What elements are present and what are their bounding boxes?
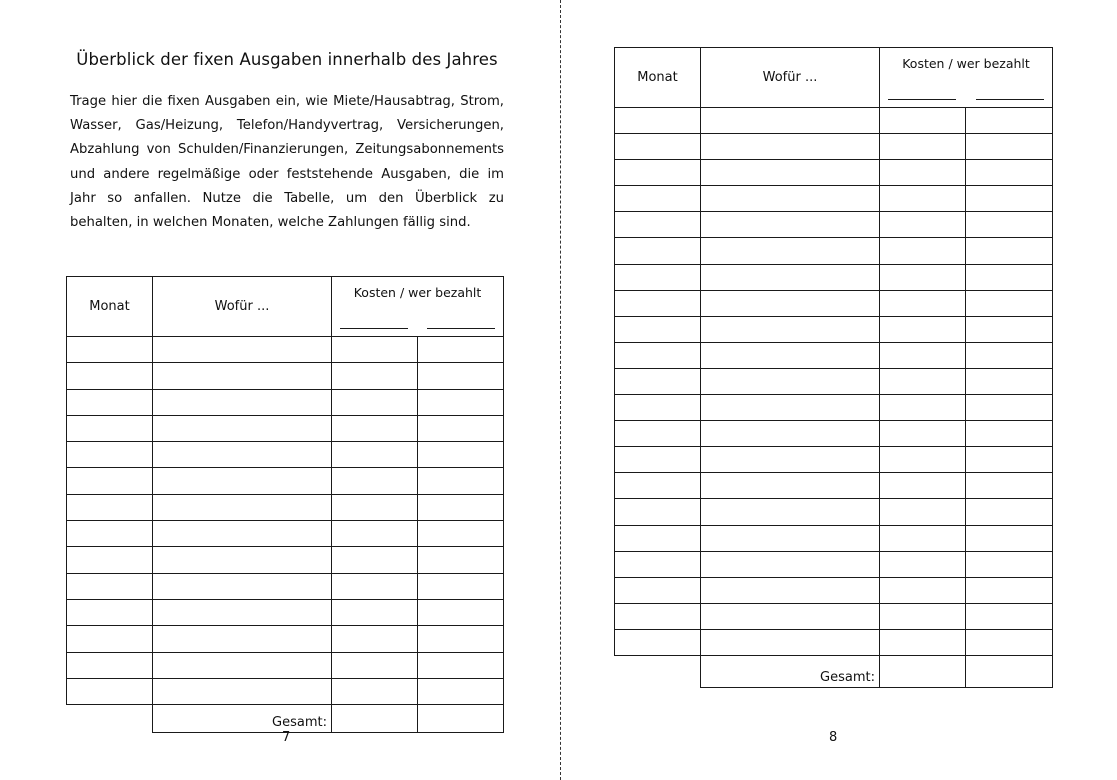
cost-cell[interactable] — [332, 678, 418, 704]
payer-cell[interactable] — [418, 626, 504, 652]
total-row — [615, 655, 1053, 687]
purpose-cell[interactable] — [153, 494, 332, 520]
table-row — [67, 547, 504, 573]
month-cell[interactable] — [615, 160, 701, 186]
payer-cell[interactable] — [418, 468, 504, 494]
total-label: Gesamt: — [701, 655, 880, 687]
purpose-cell[interactable] — [153, 389, 332, 415]
payer-cell[interactable] — [966, 108, 1053, 134]
purpose-cell[interactable] — [153, 442, 332, 468]
cost-underline — [888, 99, 956, 100]
table-row — [615, 395, 1053, 421]
month-cell[interactable] — [615, 238, 701, 264]
purpose-cell[interactable] — [701, 473, 880, 499]
table-row — [615, 577, 1053, 603]
month-cell[interactable] — [67, 599, 153, 625]
payer-cell[interactable] — [966, 368, 1053, 394]
table-row — [67, 494, 504, 520]
page-number: 7 — [282, 730, 291, 745]
purpose-cell[interactable] — [153, 363, 332, 389]
cost-cell[interactable] — [880, 108, 966, 134]
payer-cell[interactable] — [418, 599, 504, 625]
purpose-cell[interactable] — [153, 547, 332, 573]
payer-cell[interactable] — [966, 551, 1053, 577]
purpose-cell[interactable] — [153, 573, 332, 599]
table-row — [615, 551, 1053, 577]
cost-cell[interactable] — [332, 389, 418, 415]
cost-underline — [340, 328, 408, 329]
payer-underline — [427, 328, 495, 329]
cost-cell[interactable] — [880, 160, 966, 186]
table-row — [615, 629, 1053, 655]
total-row — [67, 705, 504, 733]
table-row — [615, 603, 1053, 629]
table-row — [67, 389, 504, 415]
payer-cell[interactable] — [418, 442, 504, 468]
table-row — [67, 599, 504, 625]
payer-cell[interactable] — [418, 494, 504, 520]
intro-paragraph: Trage hier die fixen Ausgaben ein, wie Miete/Hausabtrag, Strom, Wasser, Gas/Heizung, Telefon/Handyvertrag, Versicherungen, Abzahlung von Schulden/Finanzierungen, Zeitungsabonnements und andere regelmäßige oder feststehende Ausgaben, die im Jahr so anfallen. Nutze die Tabelle, um den Überblick zu behalten, in welchen Monaten, welche Zahlungen fällig sind. — [70, 94, 504, 231]
month-cell[interactable] — [615, 395, 701, 421]
table-row — [615, 525, 1053, 551]
purpose-cell[interactable] — [153, 652, 332, 678]
month-cell[interactable] — [67, 389, 153, 415]
right-page — [561, 0, 1117, 780]
month-cell[interactable] — [67, 494, 153, 520]
cost-cell[interactable] — [332, 468, 418, 494]
purpose-cell[interactable] — [701, 499, 880, 525]
month-cell[interactable] — [67, 573, 153, 599]
table-row — [615, 160, 1053, 186]
cost-cell[interactable] — [880, 525, 966, 551]
purpose-cell[interactable] — [153, 521, 332, 547]
purpose-cell[interactable] — [153, 678, 332, 704]
purpose-cell[interactable] — [153, 337, 332, 363]
purpose-cell[interactable] — [701, 264, 880, 290]
total-payer-cell[interactable] — [418, 705, 504, 733]
table-row — [67, 442, 504, 468]
cost-cell[interactable] — [880, 186, 966, 212]
table-body — [615, 108, 1053, 656]
month-cell[interactable] — [67, 415, 153, 441]
table-row — [67, 626, 504, 652]
table-row — [67, 363, 504, 389]
total-cost-cell[interactable] — [332, 705, 418, 733]
table-header-row — [67, 277, 504, 337]
header-month: Monat — [67, 277, 153, 337]
payer-cell[interactable] — [418, 389, 504, 415]
payer-cell[interactable] — [966, 290, 1053, 316]
cost-cell[interactable] — [880, 603, 966, 629]
cost-cell[interactable] — [332, 626, 418, 652]
purpose-cell[interactable] — [153, 468, 332, 494]
page-number: 8 — [829, 730, 838, 745]
payer-cell[interactable] — [966, 577, 1053, 603]
payer-cell[interactable] — [966, 447, 1053, 473]
cost-cell[interactable] — [332, 363, 418, 389]
cost-cell[interactable] — [880, 473, 966, 499]
payer-cell[interactable] — [966, 238, 1053, 264]
cost-cell[interactable] — [880, 368, 966, 394]
payer-cell[interactable] — [966, 160, 1053, 186]
month-cell[interactable] — [615, 368, 701, 394]
purpose-cell[interactable] — [153, 599, 332, 625]
table-row — [615, 264, 1053, 290]
payer-cell[interactable] — [418, 337, 504, 363]
month-cell[interactable] — [67, 521, 153, 547]
total-payer-cell[interactable] — [966, 655, 1053, 687]
cost-cell[interactable] — [880, 238, 966, 264]
table-body — [67, 337, 504, 705]
cost-cell[interactable] — [332, 337, 418, 363]
table-row — [615, 447, 1053, 473]
month-cell[interactable] — [615, 473, 701, 499]
table-row — [615, 238, 1053, 264]
month-cell[interactable] — [67, 337, 153, 363]
month-cell[interactable] — [615, 577, 701, 603]
month-cell[interactable] — [615, 342, 701, 368]
cost-cell[interactable] — [880, 316, 966, 342]
table-row — [67, 521, 504, 547]
purpose-cell[interactable] — [701, 186, 880, 212]
table-header-row — [615, 48, 1053, 108]
cost-cell[interactable] — [880, 134, 966, 160]
payer-cell[interactable] — [966, 499, 1053, 525]
payer-cell[interactable] — [966, 134, 1053, 160]
table-row — [615, 421, 1053, 447]
cost-cell[interactable] — [332, 494, 418, 520]
payer-cell[interactable] — [418, 652, 504, 678]
payer-cell[interactable] — [418, 363, 504, 389]
table-row — [67, 415, 504, 441]
table-row — [615, 108, 1053, 134]
table-row — [67, 468, 504, 494]
purpose-cell[interactable] — [701, 108, 880, 134]
month-cell[interactable] — [615, 499, 701, 525]
purpose-cell[interactable] — [701, 342, 880, 368]
header-purpose: Wofür ... — [701, 48, 880, 108]
table-row — [67, 337, 504, 363]
payer-cell[interactable] — [966, 264, 1053, 290]
cost-cell[interactable] — [332, 521, 418, 547]
total-cost-cell[interactable] — [880, 655, 966, 687]
cost-cell[interactable] — [880, 342, 966, 368]
cost-cell[interactable] — [880, 290, 966, 316]
cost-cell[interactable] — [332, 652, 418, 678]
expenses-table-left — [66, 276, 504, 733]
purpose-cell[interactable] — [153, 626, 332, 652]
month-cell[interactable] — [67, 442, 153, 468]
total-label: Gesamt: — [153, 705, 332, 733]
payer-cell[interactable] — [966, 629, 1053, 655]
page-title: Überblick der fixen Ausgaben innerhalb des Jahres — [76, 50, 498, 69]
purpose-cell[interactable] — [701, 160, 880, 186]
cost-cell[interactable] — [332, 599, 418, 625]
month-cell[interactable] — [67, 363, 153, 389]
table-row — [67, 652, 504, 678]
cost-cell[interactable] — [332, 442, 418, 468]
cost-cell[interactable] — [880, 577, 966, 603]
month-cell[interactable] — [615, 525, 701, 551]
month-cell[interactable] — [615, 447, 701, 473]
table-row — [615, 134, 1053, 160]
month-cell[interactable] — [615, 212, 701, 238]
cost-cell[interactable] — [332, 415, 418, 441]
month-cell[interactable] — [615, 551, 701, 577]
month-cell[interactable] — [615, 186, 701, 212]
payer-cell[interactable] — [418, 547, 504, 573]
purpose-cell[interactable] — [701, 395, 880, 421]
month-cell[interactable] — [67, 547, 153, 573]
purpose-cell[interactable] — [701, 551, 880, 577]
table-row — [615, 290, 1053, 316]
purpose-cell[interactable] — [701, 368, 880, 394]
header-cost-label: Kosten / wer bezahlt — [902, 56, 1030, 71]
month-cell[interactable] — [615, 421, 701, 447]
cost-cell[interactable] — [880, 551, 966, 577]
expenses-table-right — [614, 47, 1053, 688]
purpose-cell[interactable] — [701, 629, 880, 655]
header-month: Monat — [615, 48, 701, 108]
header-cost — [332, 277, 504, 337]
month-cell[interactable] — [67, 652, 153, 678]
payer-cell[interactable] — [966, 342, 1053, 368]
month-cell[interactable] — [615, 290, 701, 316]
purpose-cell[interactable] — [701, 316, 880, 342]
cost-cell[interactable] — [880, 212, 966, 238]
table-row — [615, 368, 1053, 394]
table-row — [615, 186, 1053, 212]
month-cell[interactable] — [67, 678, 153, 704]
table-row — [615, 342, 1053, 368]
payer-cell[interactable] — [966, 186, 1053, 212]
payer-cell[interactable] — [966, 212, 1053, 238]
purpose-cell[interactable] — [701, 603, 880, 629]
table-row — [67, 573, 504, 599]
table-row — [615, 473, 1053, 499]
month-cell[interactable] — [615, 316, 701, 342]
purpose-cell[interactable] — [701, 577, 880, 603]
payer-cell[interactable] — [418, 415, 504, 441]
table-row — [615, 212, 1053, 238]
payer-cell[interactable] — [966, 525, 1053, 551]
payer-cell[interactable] — [418, 678, 504, 704]
header-purpose: Wofür ... — [153, 277, 332, 337]
payer-cell[interactable] — [966, 316, 1053, 342]
cost-cell[interactable] — [332, 547, 418, 573]
month-cell[interactable] — [615, 264, 701, 290]
payer-cell[interactable] — [966, 395, 1053, 421]
cost-cell[interactable] — [332, 573, 418, 599]
payer-cell[interactable] — [966, 473, 1053, 499]
header-cost — [880, 48, 1053, 108]
month-cell[interactable] — [67, 468, 153, 494]
month-cell[interactable] — [67, 626, 153, 652]
table-row — [615, 316, 1053, 342]
month-cell[interactable] — [615, 629, 701, 655]
payer-cell[interactable] — [418, 521, 504, 547]
purpose-cell[interactable] — [701, 525, 880, 551]
cost-cell[interactable] — [880, 447, 966, 473]
table-row — [615, 499, 1053, 525]
cost-cell[interactable] — [880, 629, 966, 655]
purpose-cell[interactable] — [701, 238, 880, 264]
month-cell[interactable] — [615, 108, 701, 134]
header-cost-label: Kosten / wer bezahlt — [353, 285, 482, 300]
payer-cell[interactable] — [418, 573, 504, 599]
payer-cell[interactable] — [966, 421, 1053, 447]
month-cell[interactable] — [615, 134, 701, 160]
purpose-cell[interactable] — [701, 134, 880, 160]
payer-cell[interactable] — [966, 603, 1053, 629]
purpose-cell[interactable] — [153, 415, 332, 441]
payer-underline — [976, 99, 1044, 100]
cost-cell[interactable] — [880, 499, 966, 525]
month-cell[interactable] — [615, 603, 701, 629]
purpose-cell[interactable] — [701, 447, 880, 473]
cost-cell[interactable] — [880, 421, 966, 447]
purpose-cell[interactable] — [701, 421, 880, 447]
purpose-cell[interactable] — [701, 212, 880, 238]
purpose-cell[interactable] — [701, 290, 880, 316]
cost-cell[interactable] — [880, 395, 966, 421]
cost-cell[interactable] — [880, 264, 966, 290]
table-row — [67, 678, 504, 704]
